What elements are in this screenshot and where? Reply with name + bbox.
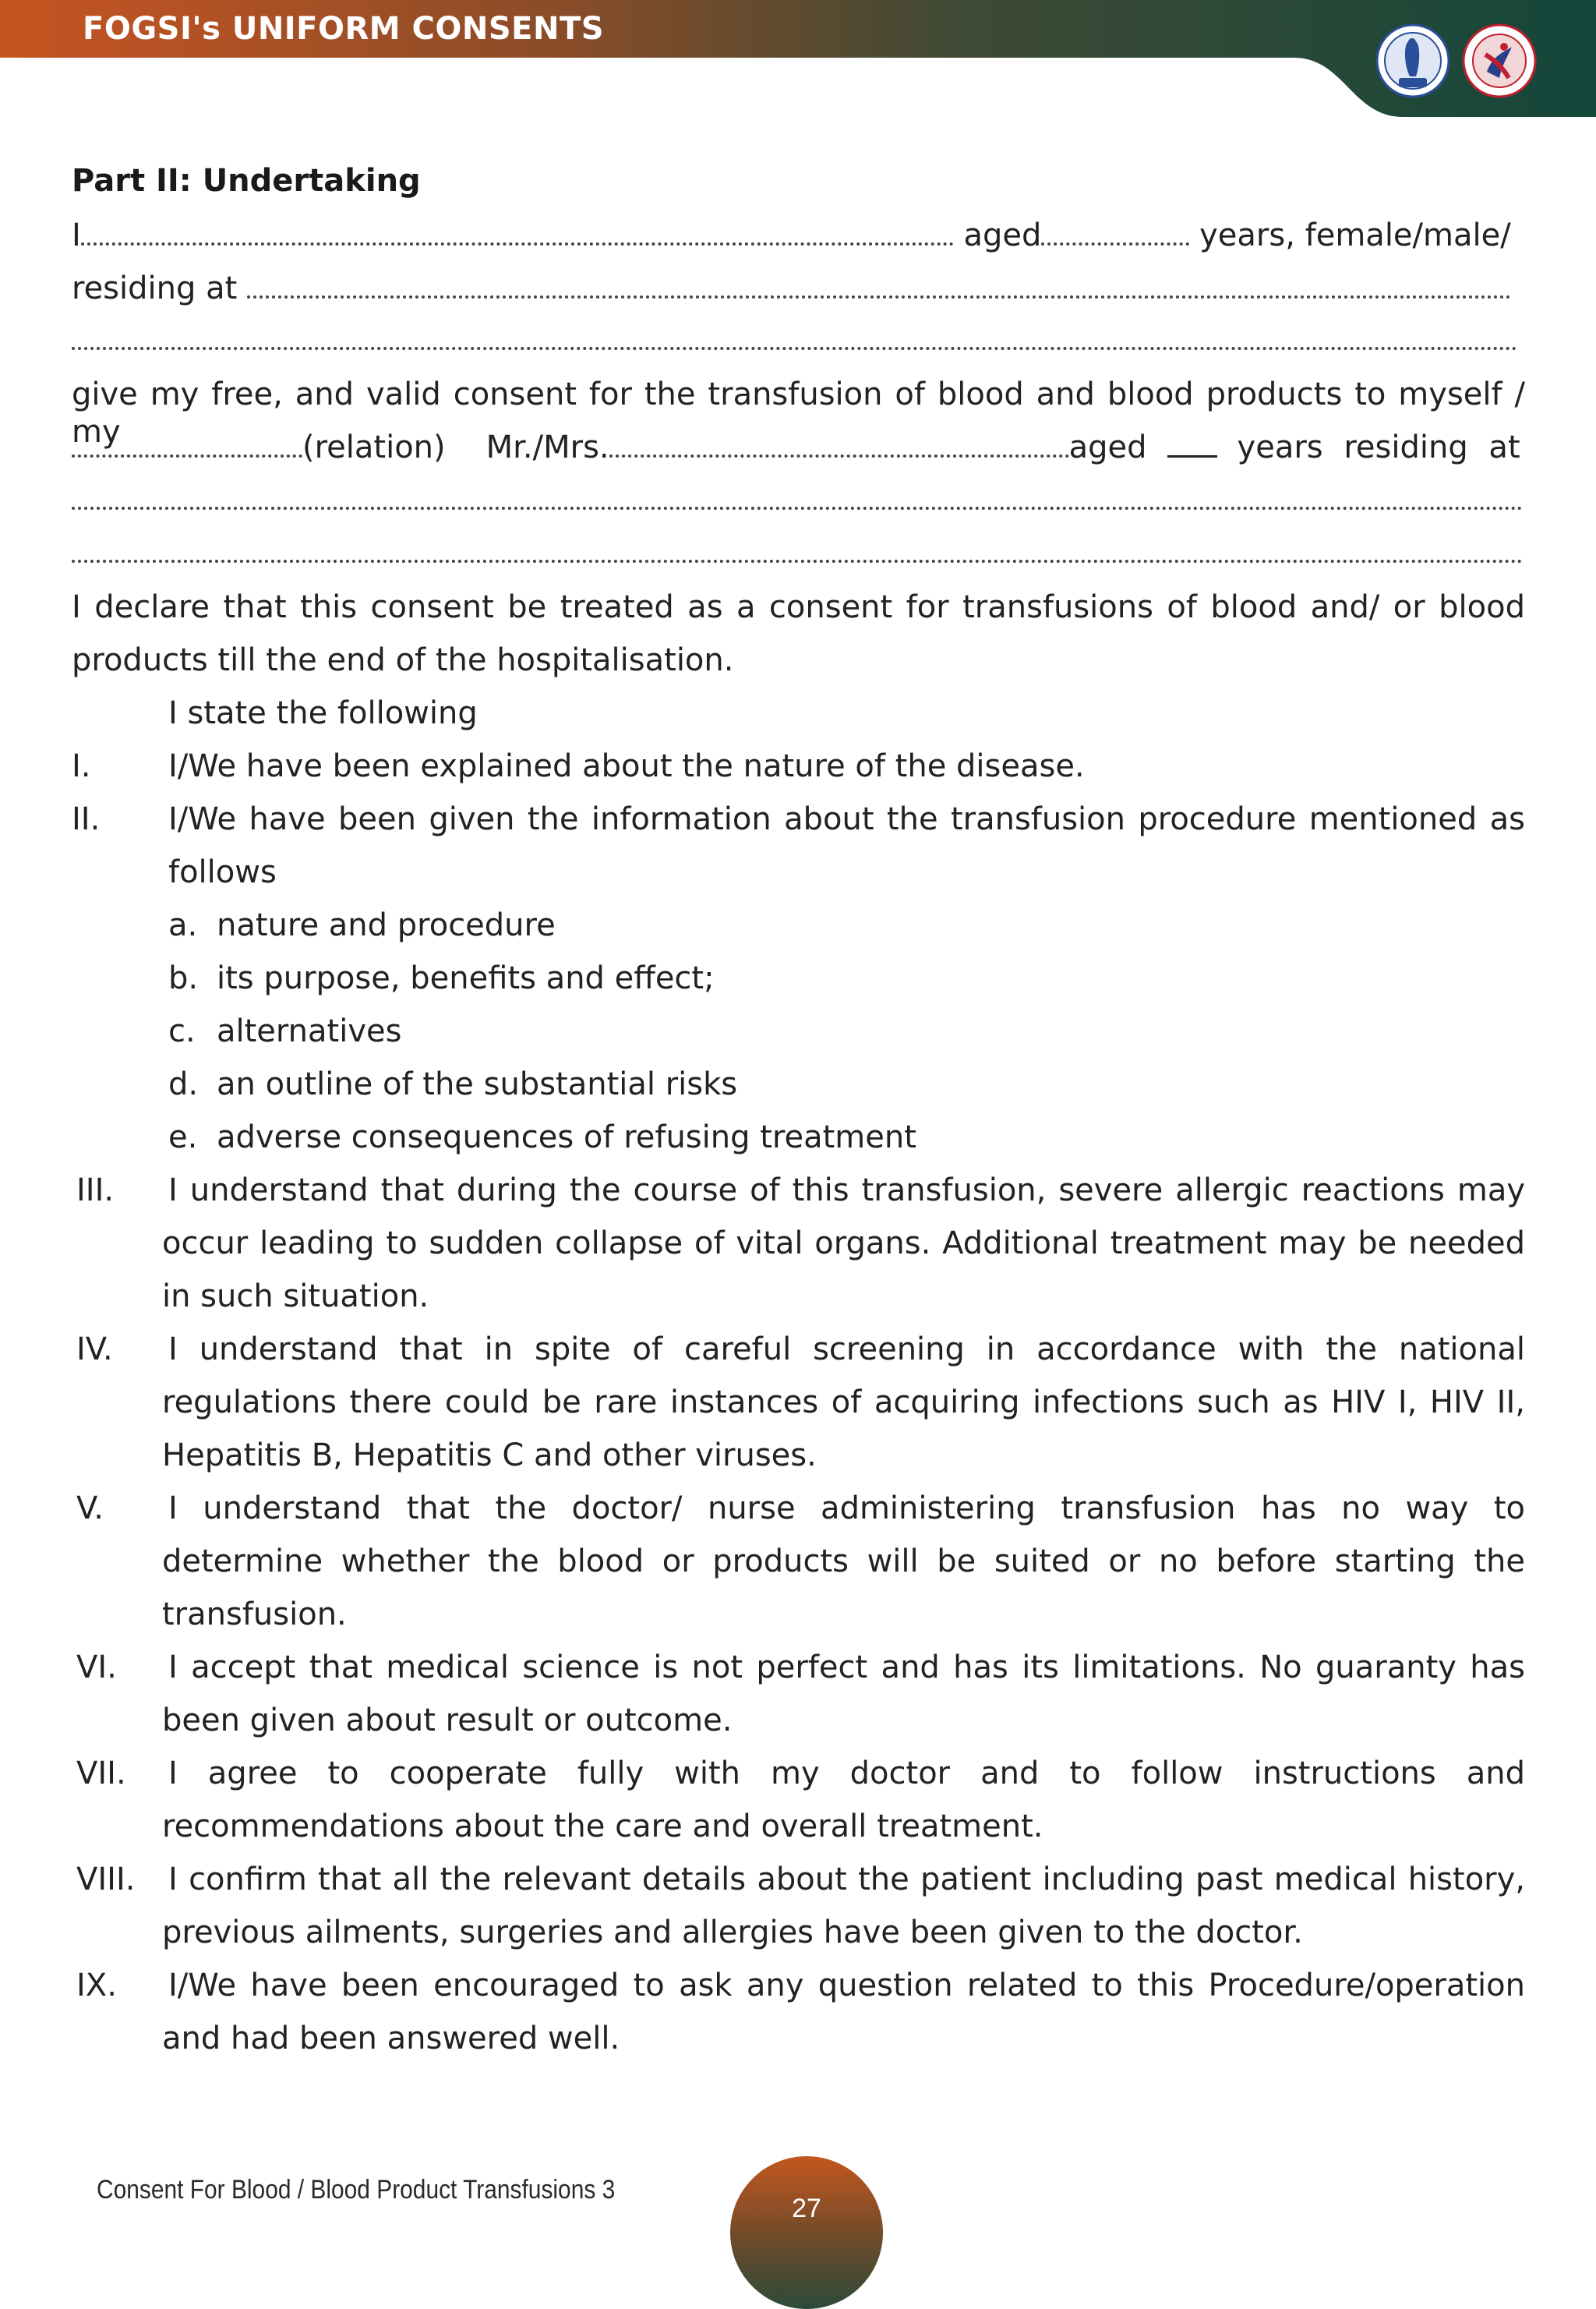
item-vii-line-2: recommendations about the care and overall treatment. [162,1809,1043,1844]
relative-address-blank-1[interactable] [72,499,1523,510]
relation-line [72,429,1525,466]
item-iii-line-3: in such situation. [162,1278,429,1314]
item-number-ii: II. [72,801,101,837]
gender-label: years, female/male/ [1189,217,1511,253]
sub-item-b: its purpose, benefits and effect; [217,960,715,996]
item-iv-line-3: Hepatitis B, Hepatitis C and other viruses. [162,1437,817,1473]
declaration-line-2: products till the end of the hospitalisation. [72,642,734,678]
address-blank-2[interactable] [72,339,1517,350]
sub-letter-a: a. [168,907,198,943]
page-number: 27 [792,2194,821,2223]
address-blank[interactable] [247,275,1511,299]
item-ix-line-1: I/We have been encouraged to ask any question related to this Procedure/operation [168,1968,1525,2003]
item-number-v: V. [76,1490,104,1526]
declaration-line-1: I declare that this consent be treated as a consent for transfusions of blood and/ or blood [72,589,1525,625]
item-number-iii: III. [76,1172,115,1208]
item-v-line-3: transfusion. [162,1596,347,1632]
safety-first-logo-icon [1462,23,1537,98]
item-viii-line-1: I confirm that all the relevant details about the patient including past medical history, [168,1862,1525,1897]
item-ii-line-2: follows [168,854,277,890]
sub-letter-e: e. [168,1119,198,1155]
pronoun-i: I [72,217,81,253]
item-i-line-1: I/We have been explained about the nature of the disease. [168,748,1085,784]
relation-blank[interactable] [72,434,302,458]
fogsi-logo-icon [1375,23,1450,98]
item-vii-line-1: I agree to cooperate fully with my doctor and to follow instructions and [168,1756,1525,1791]
item-iv-line-1: I understand that in spite of careful screening in accordance with the national [168,1331,1525,1367]
years-residing-label: years residing at [1237,430,1520,465]
sub-letter-c: c. [168,1013,196,1049]
relative-address-blank-2[interactable] [72,552,1523,563]
footer-document-title: Consent For Blood / Blood Product Transfusions 3 [97,2175,616,2205]
item-iii-line-1: I understand that during the course of this transfusion, severe allergic reactions may [168,1172,1525,1208]
residence-line [72,270,1511,307]
item-viii-line-2: previous ailments, surgeries and allergies have been given to the doctor. [162,1915,1303,1950]
item-v-line-1: I understand that the doctor/ nurse administering transfusion has no way to [168,1490,1525,1526]
relative-aged-label: aged [1068,430,1147,465]
item-ix-line-2: and had been answered well. [162,2021,620,2056]
item-vi-line-2: been given about result or outcome. [162,1703,733,1738]
item-iii-line-2: occur leading to sudden collapse of vital organs. Additional treatment may be needed [162,1225,1525,1261]
item-number-vii: VII. [76,1756,126,1791]
page-number-tab [730,2156,883,2309]
item-number-iv: IV. [76,1331,113,1367]
item-number-i: I. [72,748,91,784]
item-iv-line-2: regulations there could be rare instances of acquiring infections such as HIV I, HIV II, [162,1384,1525,1420]
item-v-line-2: determine whether the blood or products will be suited or no before starting the [162,1543,1525,1579]
sub-item-a: nature and procedure [217,907,556,943]
age-blank[interactable] [1041,222,1189,246]
item-number-viii: VIII. [76,1862,136,1897]
mr-mrs-label: Mr./Mrs. [486,430,609,465]
header-title: FOGSI's UNIFORM CONSENTS [83,11,605,47]
relative-name-blank[interactable] [609,434,1069,458]
item-number-vi: VI. [76,1650,117,1685]
relative-age-blank[interactable] [1167,441,1217,458]
sub-item-e: adverse consequences of refusing treatment [217,1119,916,1155]
sub-item-c: alternatives [217,1013,402,1049]
sub-letter-b: b. [168,960,199,996]
state-following: I state the following [168,695,478,731]
item-number-ix: IX. [76,1968,117,2003]
aged-label: aged [953,217,1042,253]
name-blank[interactable] [81,222,954,246]
consent-statement: give my free, and valid consent for the transfusion of blood and blood products to myself / my [72,377,1525,450]
relation-label: (relation) [302,430,446,465]
name-age-line [72,217,1511,254]
sub-letter-d: d. [168,1066,199,1102]
residing-label: residing at [72,271,247,306]
section-heading: Part II: Undertaking [72,163,421,199]
sub-item-d: an outline of the substantial risks [217,1066,738,1102]
item-ii-line-1: I/We have been given the information about the transfusion procedure mentioned as [168,801,1525,837]
item-vi-line-1: I accept that medical science is not perfect and has its limitations. No guaranty has [168,1650,1525,1685]
